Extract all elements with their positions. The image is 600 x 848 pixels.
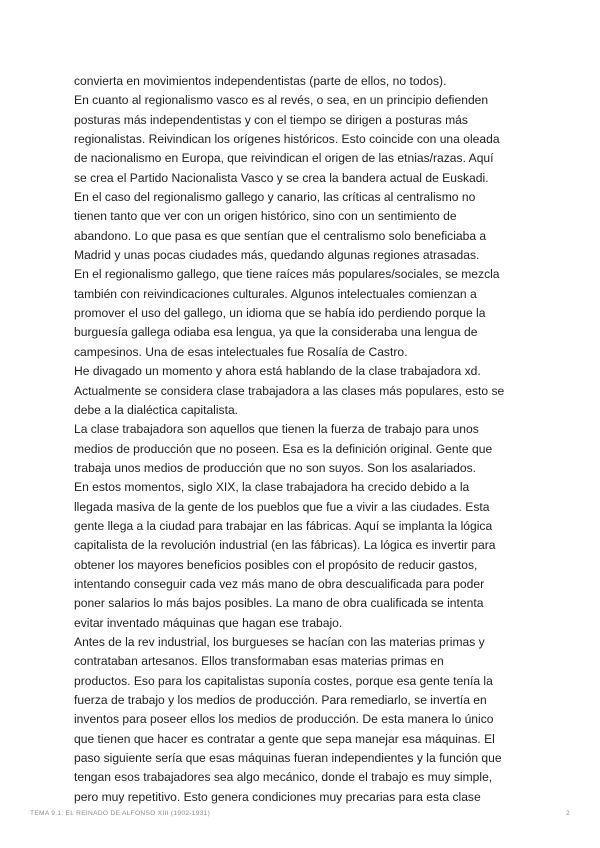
text-line: obtener los mayores beneficios posibles con el propósito de reducir gastos, xyxy=(74,557,478,572)
text-line: medios de producción que no poseen. Esa es la definición original. Gente que xyxy=(74,441,493,456)
document-body xyxy=(74,72,534,807)
text-line: regionalistas. Reivindican los orígenes históricos. Esto coincide con una oleada xyxy=(74,132,500,147)
text-line: posturas más independentistas y con el tiempo se dirigen a posturas más xyxy=(74,112,468,127)
text-line: En estos momentos, siglo XIX, la clase trabajadora ha crecido debido a la xyxy=(74,480,470,495)
text-line: capitalista de la revolución industrial (en las fábricas). La lógica es invertir para xyxy=(74,538,496,553)
text-line: La clase trabajadora son aquellos que tienen la fuerza de trabajo para unos xyxy=(74,422,479,437)
text-line: fuerza de trabajo y los medios de producción. Para remediarlo, se invertía en xyxy=(74,693,487,707)
text-line: gente llega a la ciudad para trabajar en las fábricas. Aquí se implanta la lógica xyxy=(74,518,493,533)
footer-title: TEMA 9.1: EL REINADO DE ALFONSO XIII (1902-1931) xyxy=(30,810,211,817)
text-line: Actualmente se considera clase trabajadora a las clases más populares, esto se xyxy=(74,383,505,398)
text-line: llegada masiva de la gente de los pueblos que fue a vivir a las ciudades. Esta xyxy=(74,499,490,514)
text-line: poner salarios lo más bajos posibles. La mano de obra cualificada se intenta xyxy=(74,596,484,611)
text-line: Antes de la rev industrial, los burgueses se hacían con las materias primas y xyxy=(74,634,485,649)
page-number: 2 xyxy=(566,810,570,817)
text-line: Madrid y unas pocas ciudades más, quedando algunas regiones atrasadas. xyxy=(74,248,480,263)
text-line: se crea el Partido Nacionalista Vasco y se crea la bandera actual de Euskadi. xyxy=(74,170,489,185)
text-line: contrataban artesanos. Ellos transformaban esas materias primas en xyxy=(74,654,444,669)
text-line: convierta en movimientos independentistas (parte de ellos, no todos). xyxy=(74,74,447,88)
text-line: de nacionalismo en Europa, que reivindican el origen de las etnias/razas. Aquí xyxy=(74,151,494,166)
text-line: burguesía gallega odiaba esa lengua, ya que la consideraba una lengua de xyxy=(74,325,478,340)
text-line: tengan esos trabajadores sea algo mecánico, donde el trabajo es muy simple, xyxy=(74,770,493,785)
text-line: debe a la dialéctica capitalista. xyxy=(74,402,239,417)
text-line: promover el uso del gallego, un idioma que se había ido perdiendo porque la xyxy=(74,306,486,321)
text-line: pero muy repetitivo. Esto genera condiciones muy precarias para esta clase xyxy=(74,789,481,804)
text-line: He divagado un momento y ahora está hablando de la clase trabajadora xd. xyxy=(74,364,481,379)
text-line: que tienen que hacer es contratar a gente que sepa manejar esa máquinas. El xyxy=(74,731,495,746)
text-line: trabaja unos medios de producción que no son suyos. Son los asalariados. xyxy=(74,460,477,475)
text-line: abandono. Lo que pasa es que sentían que el centralismo solo beneficiaba a xyxy=(74,228,487,243)
text-line: inventos para poseer ellos los medios de producción. De esta manera lo único xyxy=(74,712,494,727)
text-line: En cuanto al regionalismo vasco es al revés, o sea, en un principio defienden xyxy=(74,93,489,108)
text-line: evitar inventado máquinas que hagan ese trabajo. xyxy=(74,615,343,630)
text-line: intentando conseguir cada vez más mano de obra descualificada para poder xyxy=(74,576,485,591)
text-line: también con reivindicaciones culturales. Algunos intelectuales comienzan a xyxy=(74,286,477,301)
text-line: En el regionalismo gallego, que tiene raíces más populares/sociales, se mezcla xyxy=(74,267,500,282)
text-line: productos. Eso para los capitalistas suponía costes, porque esa gente tenía la xyxy=(74,673,493,688)
text-line: paso siguiente sería que esas máquinas fueran independientes y la función que xyxy=(74,751,502,766)
text-line: En el caso del regionalismo gallego y canario, las críticas al centralismo no xyxy=(74,190,476,205)
text-line: tienen tanto que ver con un origen histórico, sino con un sentimiento de xyxy=(74,209,457,224)
text-line: campesinos. Una de esas intelectuales fue Rosalía de Castro. xyxy=(74,344,408,359)
